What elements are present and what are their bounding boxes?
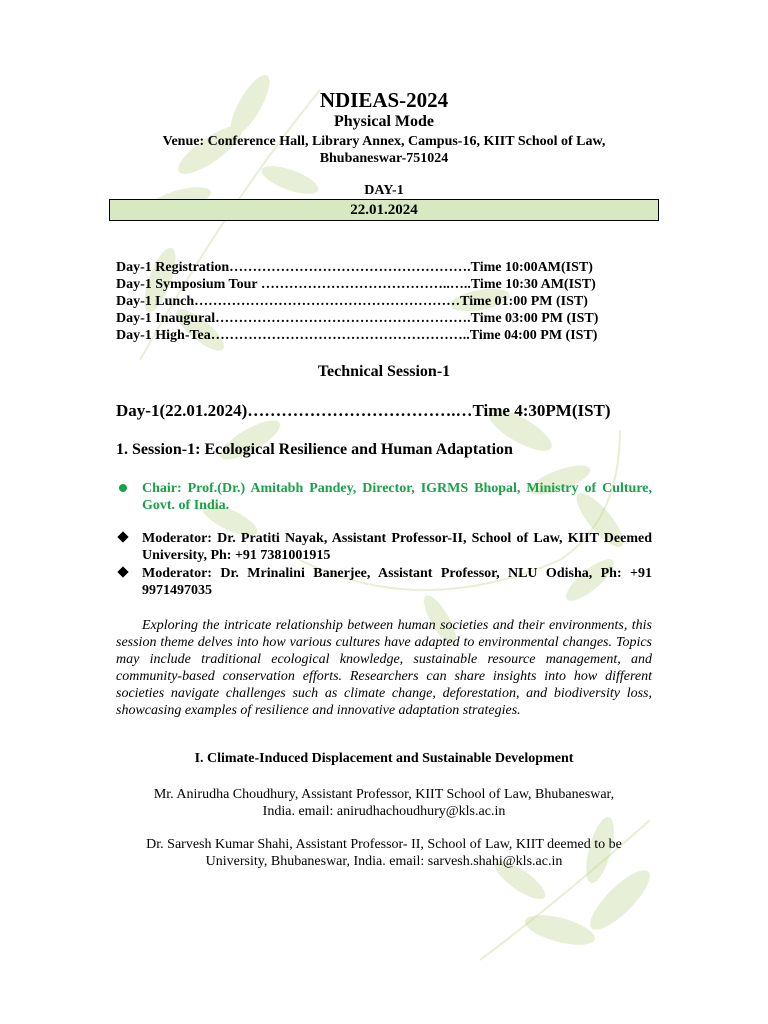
author-line: Dr. Sarvesh Kumar Shahi, Assistant Professor- II, School of Law, KIIT deemed to be — [146, 837, 622, 852]
diamond-bullet-icon — [117, 566, 128, 577]
moderator-entry — [116, 530, 652, 564]
schedule-item: Day-1 High-Tea………………………………………………..Time 04:00 PM (IST) — [116, 328, 598, 343]
event-title: NDIEAS-2024 — [319, 88, 449, 112]
diamond-bullet-icon — [117, 531, 128, 542]
schedule-item: Day-1 Lunch…………………………………………………Time 01:00 PM (IST) — [116, 294, 588, 309]
moderator-entry — [116, 565, 652, 599]
bullet-dot-icon — [119, 484, 127, 492]
chair-text: Chair: Prof.(Dr.) Amitabh Pandey, Director, IGRMS Bhopal, Ministry of Culture, Govt. of India. — [142, 481, 652, 513]
session-day-line: Day-1(22.01.2024)……………………………….…Time 4:30PM(IST) — [116, 401, 611, 420]
day-label: DAY-1 — [364, 183, 404, 198]
author-entry — [108, 836, 660, 870]
technical-session-heading: Technical Session-1 — [317, 363, 451, 380]
venue — [0, 133, 768, 167]
venue-line-1: Venue: Conference Hall, Library Annex, Campus-16, KIIT School of Law, — [162, 134, 606, 149]
session-title: 1. Session-1: Ecological Resilience and Human Adaptation — [116, 441, 513, 458]
schedule-item: Day-1 Symposium Tour …………………………………..…..Time 10:30 AM(IST) — [116, 277, 596, 292]
moderator-text: Moderator: Dr. Pratiti Nayak, Assistant Professor-II, School of Law, KIIT Deemed University, Ph: +91 7381001915 — [142, 531, 652, 563]
venue-line-2: Bhubaneswar-751024 — [319, 151, 449, 166]
event-mode: Physical Mode — [334, 113, 434, 130]
chair-entry — [116, 480, 652, 514]
author-entry — [108, 786, 660, 820]
author-line: University, Bhubaneswar, India. email: sarvesh.shahi@kls.ac.in — [205, 854, 563, 869]
schedule-item: Day-1 Inaugural……………………………………………….Time 03:00 PM (IST) — [116, 311, 599, 326]
session-abstract: Exploring the intricate relationship between human societies and their environments, this session theme delves into how various cultures have adapted to environmental changes. Topics may include traditional ecological knowledge, sustainable resource management, and community-based conservation efforts. Researchers can share insights into how different societies navigate challenges such as climate change, deforestation, and biodiversity loss, showcasing examples of resilience and innovative adaptation strategies. — [116, 618, 652, 718]
moderator-text: Moderator: Dr. Mrinalini Banerjee, Assistant Professor, NLU Odisha, Ph: +91 9971497035 — [142, 566, 652, 598]
schedule-item: Day-1 Registration…………………………………………….Time 10:00AM(IST) — [116, 260, 593, 275]
schedule-list — [116, 259, 656, 344]
date-banner: 22.01.2024 — [109, 199, 659, 221]
author-line: Mr. Anirudha Choudhury, Assistant Professor, KIIT School of Law, Bhubaneswar, — [153, 787, 615, 802]
paper-title: I. Climate-Induced Displacement and Sustainable Development — [194, 751, 574, 766]
author-line: India. email: anirudhachoudhury@kls.ac.in — [262, 804, 506, 819]
